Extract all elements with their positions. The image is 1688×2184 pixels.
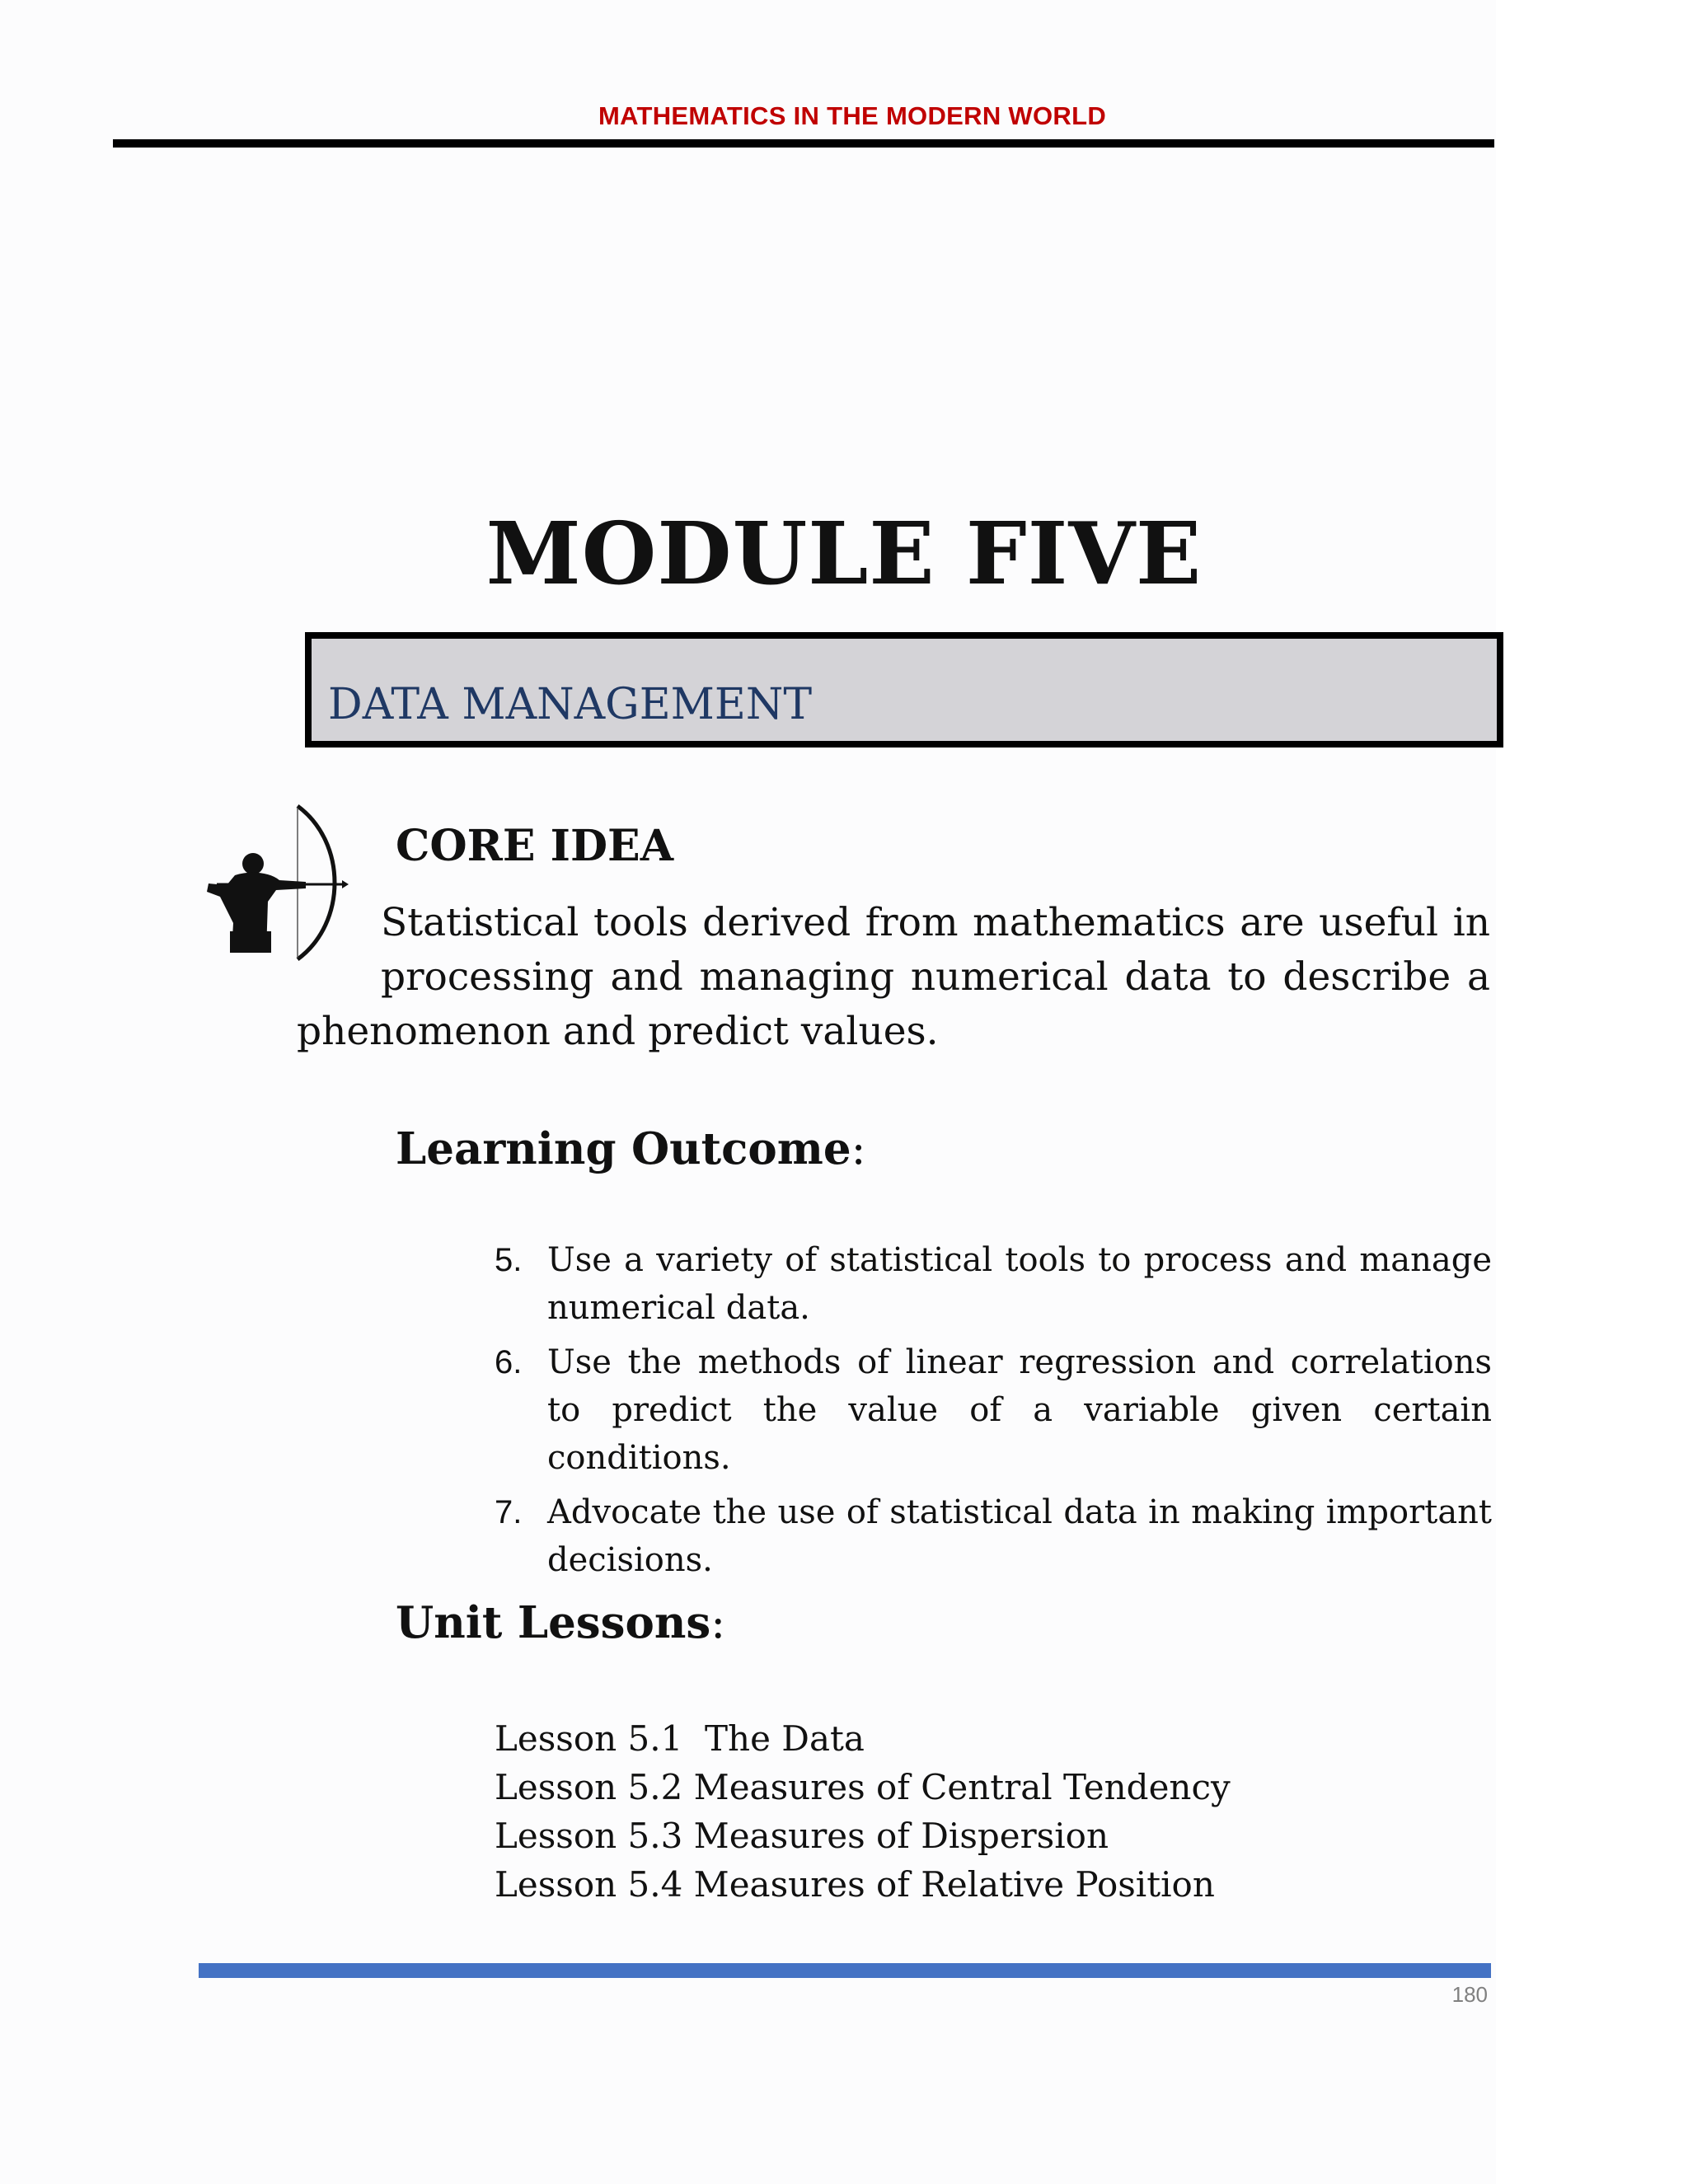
running-header: MATHEMATICS IN THE MODERN WORLD bbox=[598, 101, 1107, 130]
lesson-item: Lesson 5.4 Measures of Relative Position bbox=[495, 1864, 1215, 1905]
learning-outcome-heading bbox=[396, 1125, 865, 1174]
outcome-number: 7. bbox=[495, 1494, 523, 1530]
module-subtitle: DATA MANAGEMENT bbox=[328, 680, 813, 729]
module-subtitle-box bbox=[305, 632, 1503, 748]
learning-outcome-title: Learning Outcome bbox=[396, 1123, 851, 1174]
lesson-item: Lesson 5.1 The Data bbox=[495, 1718, 865, 1759]
outcome-text: Advocate the use of statistical data in making important decisions. bbox=[547, 1493, 1492, 1579]
core-idea-heading: CORE IDEA bbox=[396, 821, 674, 871]
outcome-number: 5. bbox=[495, 1242, 523, 1278]
outcome-item bbox=[495, 1236, 1492, 1332]
heading-colon: : bbox=[851, 1124, 866, 1174]
unit-lessons-list bbox=[495, 1714, 1231, 1909]
footer-rule bbox=[199, 1963, 1491, 1978]
header-rule bbox=[113, 139, 1494, 148]
outcome-text: Use a variety of statistical tools to process and manage numerical data. bbox=[547, 1241, 1492, 1327]
core-idea-line: Statistical tools derived from mathematics are useful in bbox=[381, 900, 1490, 945]
module-title: MODULE FIVE bbox=[485, 503, 1203, 604]
outcome-item bbox=[495, 1488, 1492, 1584]
page-number: 180 bbox=[1451, 1982, 1488, 2007]
lesson-item: Lesson 5.2 Measures of Central Tendency bbox=[495, 1767, 1231, 1807]
unit-lessons-title: Unit Lessons bbox=[396, 1597, 711, 1648]
heading-colon: : bbox=[710, 1598, 726, 1648]
unit-lessons-heading bbox=[396, 1599, 725, 1647]
core-idea-line: phenomenon and predict values. bbox=[297, 1009, 939, 1054]
outcome-item bbox=[495, 1338, 1492, 1482]
lesson-item: Lesson 5.3 Measures of Dispersion bbox=[495, 1816, 1109, 1856]
core-idea-text bbox=[297, 896, 1490, 1059]
outcome-text: Use the methods of linear regression and correlations to predict the value of a variable given certain conditions. bbox=[547, 1343, 1492, 1477]
outcome-number: 6. bbox=[495, 1344, 523, 1380]
learning-outcome-list bbox=[495, 1236, 1492, 1591]
core-idea-line: processing and managing numerical data to describe a bbox=[381, 954, 1490, 1000]
